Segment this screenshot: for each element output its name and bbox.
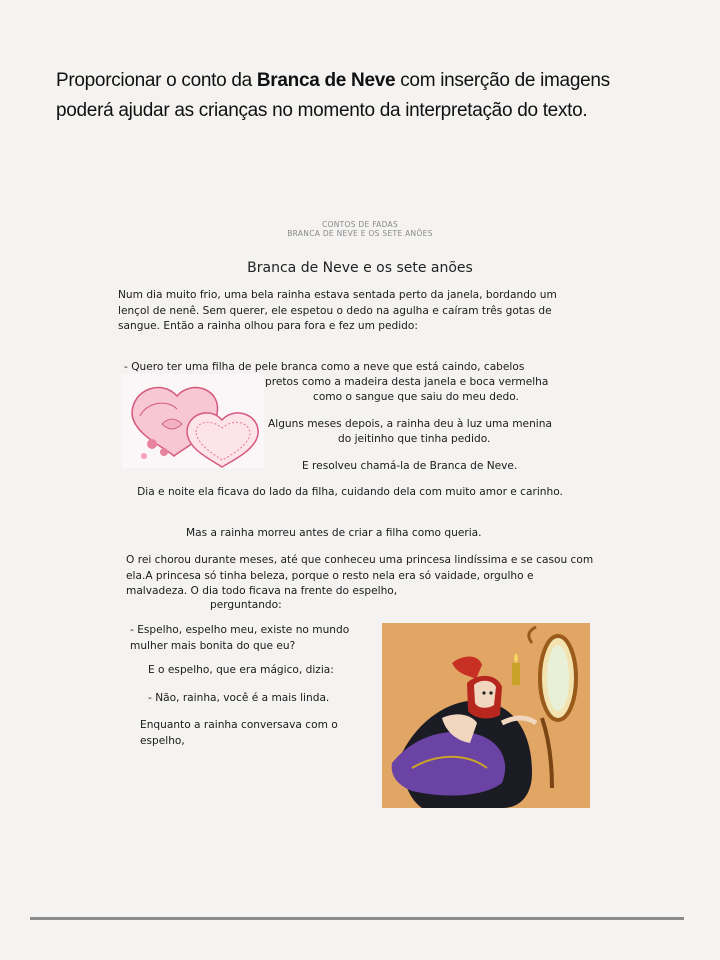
intro-part-2: com inserção de imagens poderá ajudar as crianças no momento da interpretação do texto. [56, 70, 610, 121]
intro-part-1: Proporcionar o conto da [56, 70, 257, 91]
hearts-illustration [122, 374, 264, 468]
story-page [110, 200, 610, 840]
paragraph-1: Num dia muito frio, uma bela rainha estava sentada perto da janela, bordando um lençol de nenê. Sem querer, ele espetou o dedo na agulha e caíram três gotas de sangue. Então a rainha olhou para fora e fez um pedido: [118, 289, 557, 332]
page-header [110, 220, 610, 238]
evil-queen-mirror-illustration [382, 623, 590, 808]
intro-text [56, 66, 656, 126]
paragraph-7: O rei chorou durante meses, até que conheceu uma princesa lindíssima e se casou com ela.A princesa só tinha beleza, porque o resto nela era só vaidade, orgulho e malvadeza. O dia todo ficava na frente do espelho, [126, 554, 594, 597]
story-title: Branca de Neve e os sete anões [247, 260, 473, 276]
paragraph-8: - Espelho, espelho meu, existe no mundo mulher mais bonita do que eu? [130, 624, 350, 652]
paragraph-3a: Alguns meses depois, a rainha deu à luz uma menina [268, 418, 552, 430]
paragraph-2a: - Quero ter uma filha de pele branca como a neve que está caindo, cabelos [124, 361, 525, 373]
paragraph-11: Enquanto a rainha conversava com o espelho, [140, 719, 338, 747]
header-line-2: BRANCA DE NEVE E OS SETE ANÕES [287, 229, 433, 238]
paragraph-7b: perguntando: [210, 599, 282, 611]
paragraph-2b: pretos como a madeira desta janela e boca vermelha [265, 376, 549, 388]
paragraph-5: Dia e noite ela ficava do lado da filha, cuidando dela com muito amor e carinho. [137, 486, 563, 498]
bottom-divider [30, 917, 684, 920]
paragraph-4: E resolveu chamá-la de Branca de Neve. [302, 460, 518, 472]
intro-bold-title: Branca de Neve [256, 70, 396, 91]
paragraph-6: Mas a rainha morreu antes de criar a filha como queria. [186, 527, 482, 539]
paragraph-10: - Não, rainha, você é a mais linda. [148, 692, 330, 704]
paragraph-9: E o espelho, que era mágico, dizia: [148, 664, 334, 676]
header-line-1: CONTOS DE FADAS [321, 220, 399, 229]
paragraph-3b: do jeitinho que tinha pedido. [338, 433, 491, 445]
paragraph-2c: como o sangue que saiu do meu dedo. [313, 391, 519, 403]
